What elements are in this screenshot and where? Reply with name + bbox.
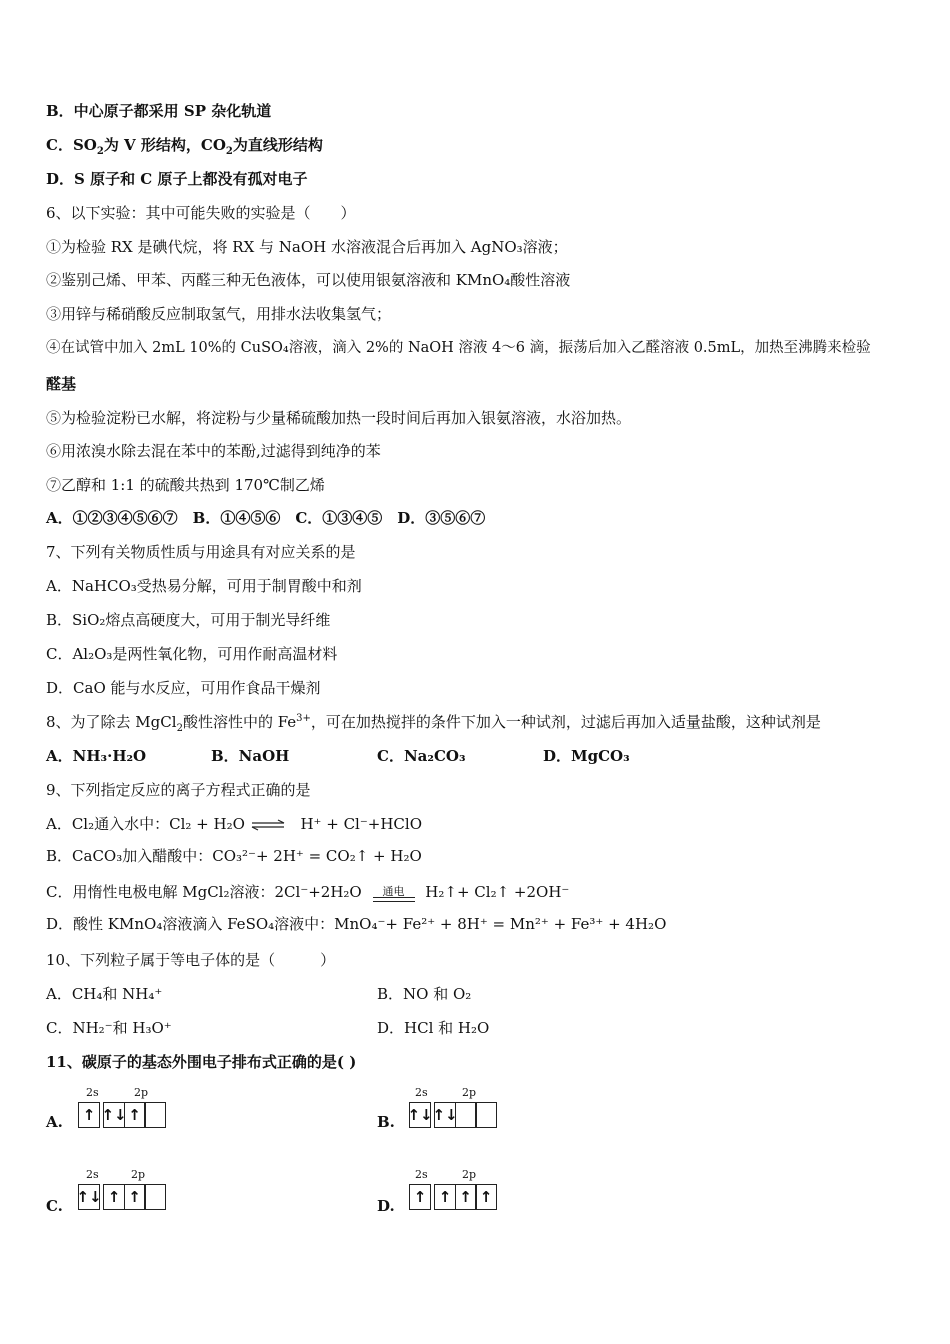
q6-item-3: ③用锌与稀硝酸反应制取氢气，用排水法收集氢气；	[46, 305, 392, 323]
orbital-box: ↑	[409, 1184, 431, 1210]
q11-stem: 11、碳原子的基态外围电子排布式正确的是( )	[46, 1053, 357, 1071]
q8-stem: 8、为了除去 MgCl$_2$酸性溶性中的 $Fe^{3+}$，可在加热搅拌的条件下加入一种试剂，过滤后再加入适量盐酸，这种试剂是	[46, 713, 821, 734]
q6-item-1: ①为检验 RX 是碘代烷，将 RX 与 NaOH 水溶液混合后再加入 AgNO₃溶液；	[46, 238, 568, 256]
q11-option-a-label: A.	[46, 1113, 63, 1131]
orbital-box: ↑	[124, 1102, 146, 1128]
q6-item-7: ⑦乙醇和 1:1 的硫酸共热到 170℃制乙烯	[46, 476, 325, 494]
q10-option-a: A．CH₄和 NH₄⁺	[46, 985, 163, 1003]
q10-option-b: B．NO 和 O₂	[377, 985, 472, 1003]
q6-item-4-cont: 醛基	[46, 375, 77, 393]
q9-stem: 9、下列指定反应的离子方程式正确的是	[46, 781, 311, 799]
orbital-diagram-c: 2s 2p ↑↓ ↑ ↑	[78, 1168, 165, 1210]
q11-option-c-label: C.	[46, 1197, 63, 1215]
q6-item-4: ④在试管中加入 2mL 10%的 CuSO₄溶液，滴入 2%的 NaOH 溶液 4～6 滴，振荡后加入乙醛溶液 0.5mL，加热至沸腾来检验	[46, 340, 871, 356]
orbital-box: ↑	[78, 1102, 100, 1128]
q7-option-b: B．SiO₂熔点高硬度大，可用于制光导纤维	[46, 611, 331, 629]
q10-stem: 10、下列粒子属于等电子体的是（ ）	[46, 951, 336, 969]
q6-stem: 6、以下实验：其中可能失败的实验是（ ）	[46, 204, 356, 222]
orbital-box	[144, 1184, 166, 1210]
q8-option-b: B．NaOH	[211, 747, 290, 765]
q11-option-d-label: D.	[377, 1197, 395, 1215]
orbital-diagram-d: 2s 2p ↑ ↑ ↑ ↑	[409, 1168, 496, 1210]
orbital-box: ↑↓	[409, 1102, 431, 1128]
q10-option-c: C．NH₂⁻和 H₃O⁺	[46, 1019, 172, 1037]
q9-option-d: D．酸性 KMnO₄溶液滴入 FeSO₄溶液中：MnO₄⁻+ Fe²⁺ + 8H⁺ = Mn²⁺ + Fe³⁺ + 4H₂O	[46, 915, 667, 933]
orbital-box: ↑↓	[103, 1102, 125, 1128]
q7-option-a: A．NaHCO₃受热易分解，可用于制胃酸中和剂	[46, 577, 362, 595]
orbital-box: ↑↓	[78, 1184, 100, 1210]
orbital-box: ↑	[475, 1184, 497, 1210]
orbital-box	[455, 1102, 477, 1128]
orbital-box: ↑	[124, 1184, 146, 1210]
orbital-box: ↑	[103, 1184, 125, 1210]
q7-option-c: C．Al₂O₃是两性氧化物，可用作耐高温材料	[46, 645, 338, 663]
orbital-box: ↑↓	[434, 1102, 456, 1128]
q9-option-b: B．CaCO₃加入醋酸中：CO₃²⁻+ 2H⁺ = CO₂↑ + H₂O	[46, 847, 422, 865]
q5-option-c: C．$SO_2$为 V 形结构，$CO_2$为直线形结构	[46, 136, 323, 157]
q8-option-c: C．Na₂CO₃	[377, 747, 466, 765]
electrolysis-condition: 通电	[382, 885, 405, 898]
orbital-diagram-b: 2s 2p ↑↓ ↑↓	[409, 1086, 496, 1128]
q6-options: A．①②③④⑤⑥⑦ B．①④⑤⑥ C．①③④⑤ D．③⑤⑥⑦	[46, 509, 486, 527]
q7-option-d: D．CaO 能与水反应，可用作食品干燥剂	[46, 679, 321, 697]
q6-item-2: ②鉴别己烯、甲苯、丙醛三种无色液体，可以使用银氨溶液和 KMnO₄酸性溶液	[46, 271, 571, 289]
q8-option-d: D．MgCO₃	[543, 747, 630, 765]
q5-option-b: B．中心原子都采用 SP 杂化轨道	[46, 102, 272, 120]
q6-item-5: ⑤为检验淀粉已水解，将淀粉与少量稀硫酸加热一段时间后再加入银氨溶液，水浴加热。	[46, 409, 632, 427]
orbital-box	[144, 1102, 166, 1128]
orbital-diagram-a: 2s 2p ↑ ↑↓ ↑	[78, 1086, 165, 1128]
q7-stem: 7、下列有关物质性质与用途具有对应关系的是	[46, 543, 356, 561]
q5-option-d: D．S 原子和 C 原子上都没有孤对电子	[46, 170, 308, 188]
equilibrium-arrow-icon	[250, 819, 286, 831]
orbital-box	[475, 1102, 497, 1128]
q6-item-6: ⑥用浓溴水除去混在苯中的苯酚,过滤得到纯净的苯	[46, 442, 381, 460]
q8-option-a: A．NH₃·H₂O	[46, 747, 147, 765]
q9-option-a: A．Cl₂通入水中：Cl₂ + H₂O H⁺ + Cl⁻+HClO	[46, 815, 422, 833]
q11-option-b-label: B.	[377, 1113, 395, 1131]
q10-option-d: D．HCl 和 H₂O	[377, 1019, 490, 1037]
q9-option-c: C．用惰性电极电解 MgCl₂溶液：2Cl⁻+2H₂O 通电 H₂↑+ Cl₂↑ +2OH⁻	[46, 883, 570, 901]
orbital-box: ↑	[434, 1184, 456, 1210]
orbital-box: ↑	[455, 1184, 477, 1210]
